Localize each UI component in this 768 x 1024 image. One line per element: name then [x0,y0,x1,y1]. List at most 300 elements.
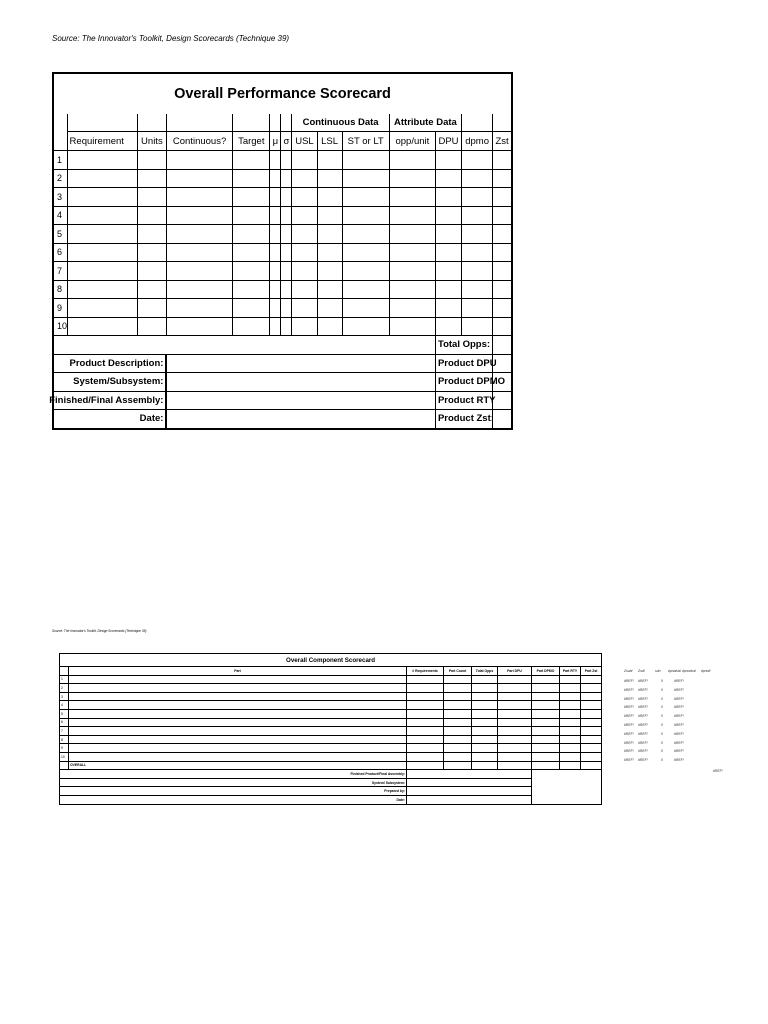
table-cell[interactable] [166,169,232,188]
table-cell[interactable] [435,188,461,207]
column-header: DPU [435,132,461,151]
component-cell[interactable] [498,735,532,744]
component-row [60,701,602,710]
component-cell[interactable] [498,684,532,693]
table-cell[interactable] [137,151,166,170]
column-header: ST or LT [342,132,389,151]
component-cell[interactable] [532,735,560,744]
component-cell[interactable] [444,735,472,744]
component-cell[interactable] [69,744,407,753]
component-cell[interactable] [69,709,407,718]
component-cell[interactable] [532,752,560,761]
table-cell[interactable] [435,299,461,318]
side-value: #REF! [674,731,684,736]
footer-label-text: Product Description: [69,357,164,369]
component-cell[interactable] [69,735,407,744]
component-cell[interactable] [498,727,532,736]
column-header: Requirement [67,132,137,151]
component-cell[interactable] [407,701,444,710]
component-cell[interactable] [472,752,498,761]
table-cell[interactable] [389,188,435,207]
table-cell[interactable] [317,317,342,336]
footer-metric-value [493,410,512,429]
table-cell[interactable] [281,169,292,188]
side-value: 0 [661,714,663,719]
component-footer-value[interactable] [407,795,532,804]
component-cell[interactable] [532,727,560,736]
table-cell[interactable] [462,151,493,170]
table-cell[interactable] [389,225,435,244]
footer-metric-label: Product DPU [435,354,492,373]
table-row [53,225,512,244]
component-cell[interactable] [498,701,532,710]
footer-row [53,410,512,429]
component-cell[interactable] [498,744,532,753]
table-cell[interactable] [462,188,493,207]
table-cell[interactable] [67,262,137,281]
table-row [53,169,512,188]
component-cell[interactable] [532,744,560,753]
component-cell[interactable] [581,701,602,710]
component-overall-cell [472,761,498,770]
table-cell[interactable] [493,262,512,281]
performance-scorecard [49,72,513,430]
component-row [60,718,602,727]
table-cell[interactable] [166,280,232,299]
side-value: 0 [661,749,663,754]
table-cell[interactable] [292,188,317,207]
component-cell[interactable] [407,718,444,727]
component-row-number: 10 [60,752,69,761]
component-overall-cell [444,761,472,770]
side-value: #REF! [624,679,634,683]
footer-label [53,354,166,373]
table-cell[interactable] [233,262,270,281]
footer-label [49,391,166,410]
component-cell[interactable] [472,709,498,718]
table-cell[interactable] [493,225,512,244]
table-cell[interactable] [67,243,137,262]
component-footer-value[interactable] [407,787,532,796]
component-cell[interactable] [498,718,532,727]
table-cell[interactable] [270,225,281,244]
table-cell[interactable] [166,151,232,170]
table-cell[interactable] [389,317,435,336]
component-cell[interactable] [472,727,498,736]
component-cell[interactable] [444,709,472,718]
component-cell[interactable] [407,675,444,684]
table-cell[interactable] [435,169,461,188]
table-cell[interactable] [233,169,270,188]
table-cell[interactable] [270,169,281,188]
table-row [53,206,512,225]
table-cell[interactable] [435,317,461,336]
footer-metric-label: Product RTY [435,391,492,410]
table-cell[interactable] [317,262,342,281]
component-cell[interactable] [498,675,532,684]
table-cell[interactable] [166,299,232,318]
side-value: #REF! [624,705,634,710]
table-cell[interactable] [317,299,342,318]
table-cell[interactable] [67,280,137,299]
component-footer-row [60,787,602,796]
component-cell[interactable] [532,709,560,718]
table-cell[interactable] [342,280,389,299]
component-cell[interactable] [444,718,472,727]
component-cell[interactable] [407,727,444,736]
table-cell[interactable] [342,206,389,225]
component-cell[interactable] [472,701,498,710]
table-cell[interactable] [435,206,461,225]
component-cell[interactable] [69,684,407,693]
table-cell[interactable] [233,280,270,299]
table-cell[interactable] [342,317,389,336]
side-value: #REF! [638,696,648,701]
table-cell[interactable] [435,262,461,281]
component-cell[interactable] [560,692,581,701]
table-cell[interactable] [342,169,389,188]
table-cell[interactable] [317,188,342,207]
table-cell[interactable] [166,206,232,225]
footer-value[interactable] [166,410,435,429]
table-cell[interactable] [462,169,493,188]
component-cell[interactable] [532,718,560,727]
component-cell[interactable] [472,675,498,684]
component-cell[interactable] [581,744,602,753]
table-cell[interactable] [67,169,137,188]
component-cell[interactable] [581,735,602,744]
table-cell[interactable] [233,206,270,225]
table-cell[interactable] [389,299,435,318]
component-cell[interactable] [444,744,472,753]
component-scorecard [59,653,602,805]
table-cell[interactable] [166,225,232,244]
table-cell[interactable] [462,280,493,299]
table-cell[interactable] [342,243,389,262]
component-cell[interactable] [407,752,444,761]
table-cell[interactable] [342,151,389,170]
component-cell[interactable] [472,684,498,693]
table-cell[interactable] [317,280,342,299]
table-cell[interactable] [435,151,461,170]
total-opps-value [493,336,512,355]
component-cell[interactable] [69,718,407,727]
table-cell[interactable] [462,262,493,281]
component-cell[interactable] [407,744,444,753]
table-cell[interactable] [389,262,435,281]
table-cell[interactable] [342,299,389,318]
side-value: #REF! [674,758,684,763]
table-cell[interactable] [292,280,317,299]
table-cell[interactable] [292,225,317,244]
table-cell[interactable] [493,280,512,299]
table-cell[interactable] [292,317,317,336]
table-cell[interactable] [435,225,461,244]
table-cell[interactable] [292,206,317,225]
total-opps-label: Total Opps: [435,336,492,355]
table-cell[interactable] [270,206,281,225]
row-number: 5 [53,225,67,244]
table-cell[interactable] [317,206,342,225]
table-cell[interactable] [270,262,281,281]
column-header: σ [281,132,292,151]
component-cell[interactable] [407,709,444,718]
component-cell[interactable] [472,735,498,744]
table-cell[interactable] [67,299,137,318]
component-cell[interactable] [560,701,581,710]
table-cell[interactable] [233,299,270,318]
table-cell[interactable] [493,317,512,336]
side-value: #REF! [624,731,634,736]
footer-metric-label: Product DPMO [435,373,492,392]
component-cell[interactable] [581,752,602,761]
row-number: 6 [53,243,67,262]
table-cell[interactable] [233,225,270,244]
table-cell[interactable] [389,243,435,262]
footer-row [53,373,512,392]
table-cell[interactable] [342,262,389,281]
table-cell[interactable] [462,299,493,318]
table-cell[interactable] [67,151,137,170]
table-cell[interactable] [166,188,232,207]
component-row [60,735,602,744]
table-cell[interactable] [389,169,435,188]
table-cell[interactable] [281,225,292,244]
component-overall-cell [581,761,602,770]
table-cell[interactable] [137,299,166,318]
table-cell[interactable] [462,225,493,244]
table-cell[interactable] [462,317,493,336]
side-value: #REF! [638,749,648,754]
component-cell[interactable] [407,735,444,744]
component-overall-cell [560,761,581,770]
table-cell[interactable] [317,169,342,188]
table-cell[interactable] [389,151,435,170]
component-cell[interactable] [444,684,472,693]
component-cell[interactable] [472,744,498,753]
table-cell[interactable] [493,151,512,170]
component-cell[interactable] [560,744,581,753]
component-cell[interactable] [444,727,472,736]
table-cell[interactable] [137,243,166,262]
table-cell[interactable] [281,188,292,207]
table-cell[interactable] [317,151,342,170]
row-number: 10 [53,317,67,336]
side-value: #REF! [624,758,634,763]
side-value: #REF! [638,740,648,745]
component-cell[interactable] [560,718,581,727]
table-cell[interactable] [270,243,281,262]
table-cell[interactable] [137,188,166,207]
component-row [60,675,602,684]
row-number: 4 [53,206,67,225]
component-cell[interactable] [69,701,407,710]
side-value: 0 [661,758,663,763]
component-cell[interactable] [581,692,602,701]
side-value: #REF! [638,731,648,736]
component-cell[interactable] [560,709,581,718]
table-cell[interactable] [270,151,281,170]
table-cell[interactable] [493,206,512,225]
component-cell[interactable] [444,752,472,761]
component-cell[interactable] [444,675,472,684]
component-footer-value[interactable] [407,778,532,787]
row-number: 1 [53,151,67,170]
footer-row [53,391,512,410]
component-cell[interactable] [472,718,498,727]
component-cell[interactable] [581,675,602,684]
table-cell[interactable] [281,151,292,170]
table-cell[interactable] [137,206,166,225]
component-cell[interactable] [69,675,407,684]
component-footer-label: Prepared by: [60,787,407,796]
table-cell[interactable] [270,299,281,318]
table-cell[interactable] [281,206,292,225]
component-row-number: 6 [60,718,69,727]
table-cell[interactable] [166,243,232,262]
component-row [60,709,602,718]
component-cell[interactable] [560,752,581,761]
side-value: #REF! [638,705,648,710]
table-cell[interactable] [435,243,461,262]
table-cell[interactable] [462,243,493,262]
table-cell[interactable] [281,280,292,299]
table-cell[interactable] [137,225,166,244]
side-value: 0 [661,696,663,701]
component-cell[interactable] [560,727,581,736]
table-cell[interactable] [389,206,435,225]
table-cell[interactable] [292,299,317,318]
component-cell[interactable] [581,709,602,718]
footer-value[interactable] [166,354,435,373]
component-cell[interactable] [69,692,407,701]
table-cell[interactable] [317,243,342,262]
continuous-data-header: Continuous Data [292,114,389,132]
side-value: #REF! [624,687,634,692]
component-cell[interactable] [560,735,581,744]
table-cell[interactable] [493,243,512,262]
component-cell[interactable] [69,727,407,736]
side-value: #REF! [674,723,684,727]
table-cell[interactable] [270,280,281,299]
table-cell[interactable] [281,299,292,318]
component-cell[interactable] [581,684,602,693]
table-cell[interactable] [233,317,270,336]
component-cell[interactable] [560,684,581,693]
table-cell[interactable] [462,206,493,225]
table-cell[interactable] [292,151,317,170]
table-cell[interactable] [292,243,317,262]
component-cell[interactable] [444,692,472,701]
component-title: Overall Component Scorecard [60,654,602,667]
component-cell[interactable] [532,675,560,684]
table-cell[interactable] [493,169,512,188]
table-cell[interactable] [493,188,512,207]
component-cell[interactable] [532,692,560,701]
component-footer-row [60,778,602,787]
component-cell[interactable] [444,701,472,710]
component-cell[interactable] [532,684,560,693]
table-row [53,151,512,170]
table-cell[interactable] [435,280,461,299]
column-header: opp/unit [389,132,435,151]
table-cell[interactable] [233,243,270,262]
table-cell[interactable] [166,317,232,336]
table-cell[interactable] [67,206,137,225]
side-value: #REF! [674,749,684,754]
component-row-number: 1 [60,675,69,684]
table-cell[interactable] [292,262,317,281]
component-cell[interactable] [581,718,602,727]
component-footer-side [532,770,602,804]
footer-blank [53,336,435,355]
table-row [53,188,512,207]
table-cell[interactable] [67,225,137,244]
table-cell[interactable] [342,188,389,207]
table-cell[interactable] [137,169,166,188]
component-overall-row [60,761,602,770]
table-cell[interactable] [281,243,292,262]
component-cell[interactable] [560,675,581,684]
table-cell[interactable] [137,317,166,336]
column-header: Units [137,132,166,151]
table-cell[interactable] [270,188,281,207]
component-cell[interactable] [581,727,602,736]
table-cell[interactable] [67,188,137,207]
component-footer-label: Date: [60,795,407,804]
table-row [53,262,512,281]
component-column-header: Total Opps [472,667,498,676]
component-cell[interactable] [472,692,498,701]
side-header: dpnatual [668,669,682,673]
table-cell[interactable] [281,262,292,281]
table-cell[interactable] [137,262,166,281]
footer-label-text: System/Subsystem: [73,376,164,388]
component-cell[interactable] [407,684,444,693]
table-cell[interactable] [389,280,435,299]
row-number: 7 [53,262,67,281]
footer-value[interactable] [166,373,435,392]
table-cell[interactable] [342,225,389,244]
component-cell[interactable] [532,701,560,710]
table-cell[interactable] [292,169,317,188]
table-cell[interactable] [233,151,270,170]
component-cell[interactable] [498,752,532,761]
component-row [60,727,602,736]
side-value: 0 [661,687,663,692]
footer-value[interactable] [166,391,435,410]
component-overall-cell [532,761,560,770]
table-cell[interactable] [233,188,270,207]
table-cell[interactable] [281,317,292,336]
table-cell[interactable] [270,317,281,336]
component-cell[interactable] [407,692,444,701]
component-cell[interactable] [498,692,532,701]
side-value: #REF! [638,758,648,763]
table-cell[interactable] [493,299,512,318]
component-footer-value[interactable] [407,770,532,779]
component-cell[interactable] [498,709,532,718]
table-cell[interactable] [67,317,137,336]
table-cell[interactable] [166,262,232,281]
table-cell[interactable] [137,280,166,299]
table-cell[interactable] [317,225,342,244]
component-overall-cell [407,761,444,770]
side-value: 0 [661,705,663,710]
component-cell[interactable] [69,752,407,761]
column-header: LSL [317,132,342,151]
side-value: #REF! [674,705,684,710]
